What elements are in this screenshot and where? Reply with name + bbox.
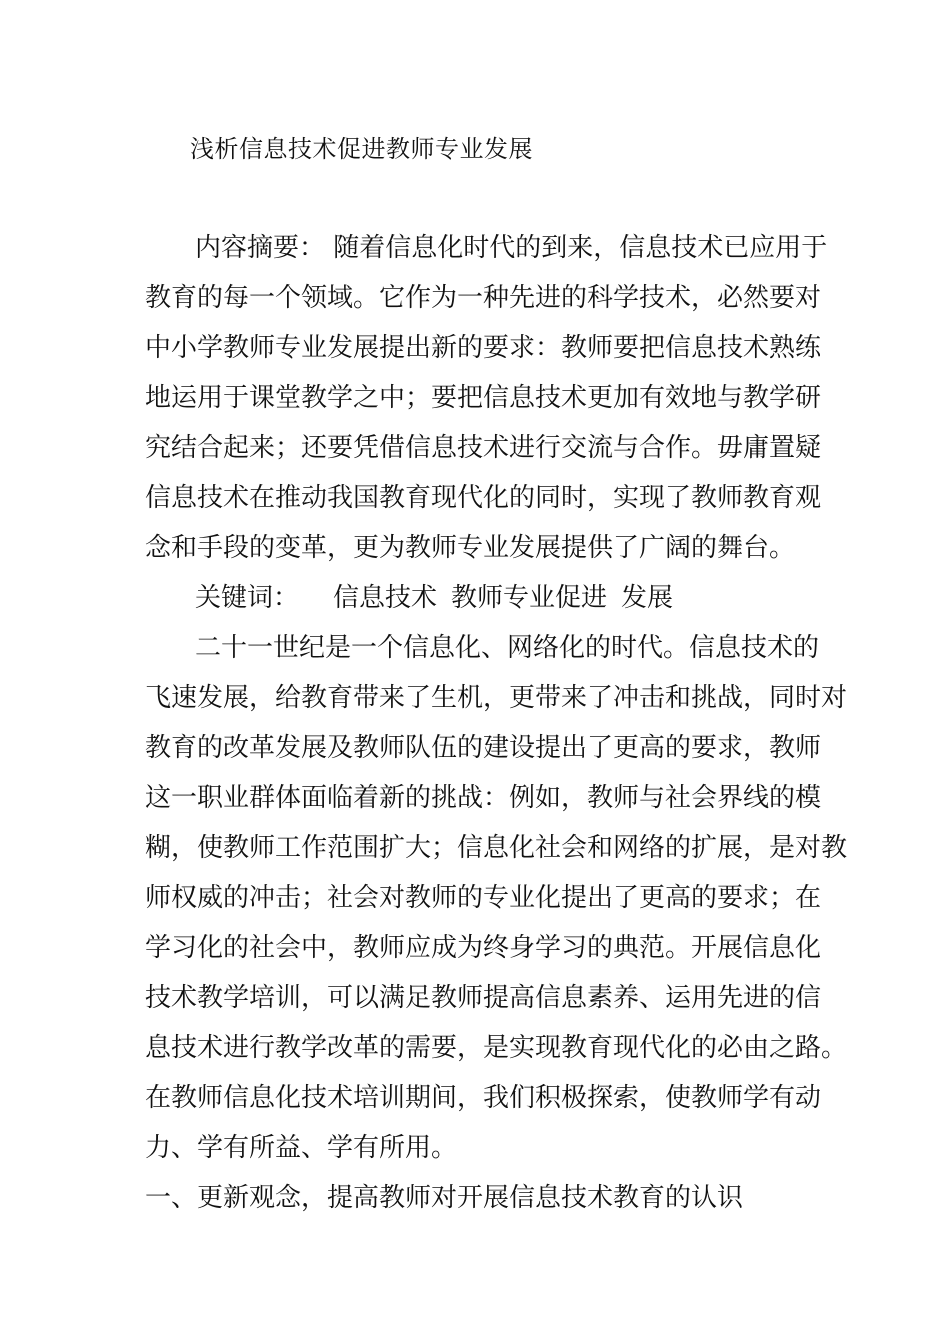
body-line: 二十一世纪是一个信息化、网络化的时代。信息技术的 bbox=[195, 633, 820, 663]
body-line: 力、学有所益、学有所用。 bbox=[145, 1133, 458, 1163]
keyword: 教师专业促进 bbox=[451, 583, 608, 613]
abstract-line: 中小学教师专业发展提出新的要求：教师要把信息技术熟练 bbox=[145, 333, 822, 363]
section-heading: 一、更新观念，提高教师对开展信息技术教育的认识 bbox=[145, 1183, 744, 1213]
body-line: 教育的改革发展及教师队伍的建设提出了更高的要求，教师 bbox=[145, 733, 822, 763]
abstract-line: 教育的每一个领域。它作为一种先进的科学技术，必然要对 bbox=[145, 283, 822, 313]
keyword: 信息技术 bbox=[333, 583, 438, 613]
body-line: 这一职业群体面临着新的挑战：例如，教师与社会界线的模 bbox=[145, 783, 822, 813]
body-line: 飞速发展，给教育带来了生机，更带来了冲击和挑战，同时对 bbox=[145, 683, 848, 713]
keywords-line bbox=[195, 573, 673, 623]
abstract-line: 究结合起来；还要凭借信息技术进行交流与合作。毋庸置疑 bbox=[145, 433, 822, 463]
abstract-line: 信息技术在推动我国教育现代化的同时，实现了教师教育观 bbox=[145, 483, 822, 513]
body-line: 息技术进行教学改革的需要，是实现教育现代化的必由之路。 bbox=[145, 1033, 848, 1063]
document-title: 浅析信息技术促进教师专业发展 bbox=[190, 135, 533, 163]
abstract-line: 地运用于课堂教学之中；要把信息技术更加有效地与教学研 bbox=[145, 383, 822, 413]
body-line: 技术教学培训，可以满足教师提高信息素养、运用先进的信 bbox=[145, 983, 822, 1013]
abstract-line: 内容摘要： 随着信息化时代的到来，信息技术已应用于 bbox=[195, 233, 828, 263]
abstract-line: 念和手段的变革，更为教师专业发展提供了广阔的舞台。 bbox=[145, 533, 796, 563]
body-line: 师权威的冲击；社会对教师的专业化提出了更高的要求；在 bbox=[145, 883, 822, 913]
body-line: 糊，使教师工作范围扩大；信息化社会和网络的扩展，是对教 bbox=[145, 833, 848, 863]
keyword: 发展 bbox=[621, 583, 674, 613]
body-line: 在教师信息化技术培训期间，我们积极探索，使教师学有动 bbox=[145, 1083, 822, 1113]
body-line: 学习化的社会中，教师应成为终身学习的典范。开展信息化 bbox=[145, 933, 822, 963]
keywords-label: 关键词： bbox=[195, 583, 300, 613]
